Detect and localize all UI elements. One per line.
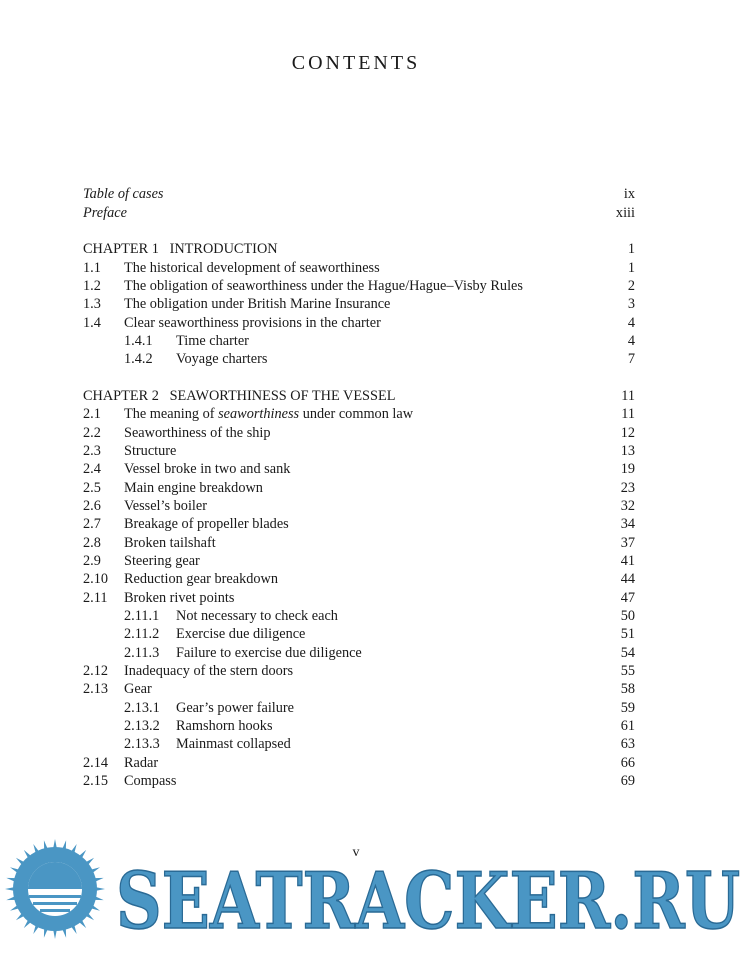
section-number: 2.9: [83, 553, 101, 569]
toc-entry[interactable]: [83, 277, 635, 295]
toc-entry-page: 63: [620, 736, 635, 752]
toc-entry-label: Broken tailshaft: [124, 535, 216, 551]
toc-subentry[interactable]: [83, 625, 635, 643]
toc-entry-page: 47: [620, 590, 635, 606]
toc-entry-page: 23: [620, 480, 635, 496]
section-number: 2.13.2: [124, 718, 160, 734]
toc-subentry[interactable]: [83, 607, 635, 625]
toc-entry-label: Not necessary to check each: [176, 608, 338, 624]
toc-entry[interactable]: [83, 424, 635, 442]
toc-entry-label: Radar: [124, 755, 159, 771]
toc-entry-page: 12: [620, 425, 635, 441]
toc-entry-page: 41: [620, 553, 635, 569]
toc-entry-page: 1: [627, 241, 635, 257]
toc-entry-label: Breakage of propeller blades: [124, 516, 289, 532]
toc-entry[interactable]: [83, 772, 635, 790]
section-number: 2.13: [83, 681, 109, 697]
section-number: 2.14: [83, 755, 109, 771]
toc-entry-page: xiii: [615, 205, 635, 221]
toc-entry-page: 50: [620, 608, 635, 624]
section-number: 2.3: [83, 443, 101, 459]
toc-entry-label: Steering gear: [124, 553, 200, 569]
section-number: 1.4: [83, 315, 101, 331]
toc-entry-page: 37: [620, 535, 635, 551]
toc-entry-page: 13: [620, 443, 635, 459]
toc-entry-label: Time charter: [176, 333, 249, 349]
toc-entry-label: Voyage charters: [176, 351, 268, 367]
label-text: The meaning of: [124, 406, 219, 422]
chapter-title: CHAPTER 1 INTRODUCTION: [83, 241, 278, 257]
toc-entry-page: 34: [620, 516, 635, 532]
toc-entry[interactable]: [83, 479, 635, 497]
toc-entry-page: 59: [620, 700, 635, 716]
toc-entry[interactable]: [83, 680, 635, 698]
watermark: [0, 838, 752, 943]
toc-entry-page: 7: [627, 351, 635, 367]
toc-entry-table-of-cases[interactable]: [83, 185, 635, 203]
section-number: 2.6: [83, 498, 101, 514]
label-text: under common law: [299, 406, 414, 422]
section-number: 1.2: [83, 278, 101, 294]
toc-entry-label: Main engine breakdown: [124, 480, 263, 496]
section-number: 2.15: [83, 773, 109, 789]
toc-entry[interactable]: [83, 497, 635, 515]
section-number: 2.13.3: [124, 736, 160, 752]
section-number: 2.11.2: [124, 626, 160, 642]
toc-entry-label: Vessel broke in two and sank: [124, 461, 291, 477]
toc-entry-page: 3: [627, 296, 635, 312]
section-number: 2.12: [83, 663, 109, 679]
section-number: 2.10: [83, 571, 109, 587]
toc-entry[interactable]: [83, 754, 635, 772]
toc-entry-page: ix: [623, 186, 635, 202]
toc-entry[interactable]: [83, 442, 635, 460]
toc-entry-label: Ramshorn hooks: [176, 718, 273, 734]
toc-entry-label: Exercise due diligence: [176, 626, 306, 642]
toc-entry-page: 2: [627, 278, 635, 294]
section-number: 2.4: [83, 461, 101, 477]
toc-entry[interactable]: [83, 295, 635, 313]
section-number: 2.11: [83, 590, 108, 606]
section-number: 1.4.2: [124, 351, 153, 367]
section-number: 2.13.1: [124, 700, 160, 716]
toc-entry-label: Structure: [124, 443, 177, 459]
toc-entry-label: Broken rivet points: [124, 590, 235, 606]
toc-entry-label: Clear seaworthiness provisions in the charter: [124, 315, 381, 331]
toc-entry-label: [124, 405, 413, 423]
toc-entry[interactable]: [83, 534, 635, 552]
toc-entry-label: Table of cases: [83, 186, 164, 202]
toc-entry-label: The obligation under British Marine Insurance: [124, 296, 391, 312]
toc-subentry[interactable]: [83, 699, 635, 717]
toc-entry[interactable]: [83, 570, 635, 588]
toc-entry-page: 69: [620, 773, 635, 789]
page-title: CONTENTS: [291, 52, 421, 74]
toc-entry-page: 11: [621, 406, 635, 422]
toc-entry-label: Gear: [124, 681, 152, 697]
section-number: 2.2: [83, 425, 101, 441]
section-number: 2.8: [83, 535, 101, 551]
section-number: 1.3: [83, 296, 101, 312]
toc-entry-label: Reduction gear breakdown: [124, 571, 279, 587]
section-number: 2.7: [83, 516, 101, 532]
toc-entry-label: Mainmast collapsed: [176, 736, 291, 752]
toc-entry[interactable]: [83, 405, 635, 423]
toc-entry-page: 4: [627, 315, 635, 331]
toc-entry[interactable]: [83, 314, 635, 332]
label-italic-term: seaworthiness: [218, 406, 300, 422]
toc-entry-page: 51: [620, 626, 635, 642]
section-number: 1.1: [83, 260, 101, 276]
toc-entry[interactable]: [83, 589, 635, 607]
section-number: 2.11.1: [124, 608, 160, 624]
toc-entry-label: Inadequacy of the stern doors: [124, 663, 294, 679]
toc-entry-page: 61: [620, 718, 635, 734]
chapter-1-heading[interactable]: [83, 240, 635, 258]
chapter-title: CHAPTER 2 SEAWORTHINESS OF THE VESSEL: [83, 388, 396, 404]
chapter-2-heading[interactable]: [83, 387, 635, 405]
toc-entry-label: Gear’s power failure: [176, 700, 295, 716]
toc-entry-label: Preface: [83, 205, 127, 221]
toc-entry-label: Seaworthiness of the ship: [124, 425, 271, 441]
toc-subentry[interactable]: [83, 332, 635, 350]
toc-entry-preface[interactable]: [83, 204, 635, 222]
toc-subentry[interactable]: [83, 350, 635, 368]
section-number: 2.5: [83, 480, 101, 496]
section-number: 2.11.3: [124, 645, 160, 661]
toc-entry-page: 4: [627, 333, 635, 349]
section-number: 1.4.1: [124, 333, 153, 349]
toc-entry[interactable]: [83, 259, 635, 277]
toc-entry-page: 58: [620, 681, 635, 697]
toc-entry-label: Compass: [124, 773, 177, 789]
toc-entry-page: 44: [620, 571, 635, 587]
toc-entry-page: 66: [620, 755, 635, 771]
sun-icon: [5, 839, 105, 939]
toc-entry-label: The obligation of seaworthiness under the Hague/Hague–Visby Rules: [124, 278, 523, 294]
toc-subentry[interactable]: [83, 644, 635, 662]
watermark-text: SEATRACKER.RU: [116, 856, 740, 943]
toc-entry-page: 32: [620, 498, 635, 514]
toc-entry-page: 19: [620, 461, 635, 477]
page-number: v: [352, 845, 360, 860]
toc-entry-label: Failure to exercise due diligence: [176, 645, 362, 661]
toc-entry-page: 11: [621, 388, 635, 404]
section-number: 2.1: [83, 406, 101, 422]
toc-entry[interactable]: [83, 515, 635, 533]
toc-entry-label: Vessel’s boiler: [124, 498, 207, 514]
toc-entry-page: 55: [620, 663, 635, 679]
toc-entry-label: The historical development of seaworthiness: [124, 260, 380, 276]
toc-entry-page: 54: [620, 645, 635, 661]
toc-entry-page: 1: [627, 260, 635, 276]
toc-subentry[interactable]: [83, 717, 635, 735]
toc-subentry[interactable]: [83, 735, 635, 753]
toc-entry[interactable]: [83, 662, 635, 680]
toc-entry[interactable]: [83, 552, 635, 570]
toc-entry[interactable]: [83, 460, 635, 478]
